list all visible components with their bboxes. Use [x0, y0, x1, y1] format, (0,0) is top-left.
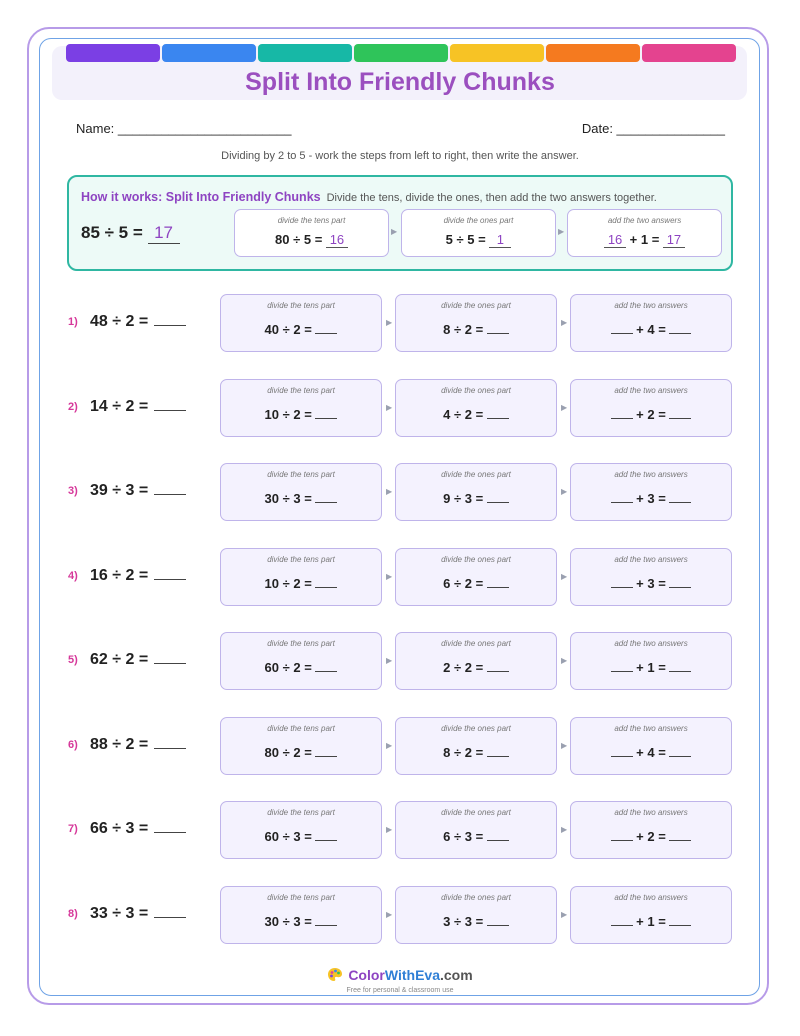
step-equation [571, 322, 731, 337]
step-expression: + 1 = [636, 660, 666, 675]
example-step-add [567, 209, 722, 257]
step-blank[interactable] [611, 924, 633, 926]
problem-number: 8) [68, 908, 78, 920]
answer-blank[interactable] [154, 409, 186, 411]
step-blank[interactable] [669, 755, 691, 757]
step-label: divide the tens part [267, 724, 335, 733]
arrow-icon: ▶ [386, 656, 393, 665]
step-label: add the two answers [614, 893, 688, 902]
problem-number: 5) [68, 654, 78, 666]
step-equation [571, 576, 731, 591]
step-equation [221, 322, 381, 337]
arrow-icon: ▶ [561, 403, 568, 412]
step-blank[interactable] [315, 839, 337, 841]
page-title: Split Into Friendly Chunks [245, 68, 555, 96]
step-add [570, 463, 732, 521]
step-equation [221, 576, 381, 591]
step-answer: 1 [489, 232, 511, 248]
rainbow-segment [66, 44, 160, 62]
step-blank[interactable] [669, 332, 691, 334]
step-add [570, 717, 732, 775]
problem-text [90, 905, 186, 923]
arrow-icon: ▶ [386, 487, 393, 496]
step-tens [220, 632, 382, 690]
step-equation [396, 322, 556, 337]
step-label: divide the tens part [277, 216, 346, 225]
instructions: Dividing by 2 to 5 - work the steps from left to right, then write the answer. [221, 150, 579, 162]
example-heading: How it works: Split Into Friendly Chunks [81, 190, 321, 204]
step-equation [396, 829, 556, 844]
name-field: Name: ________________________ [76, 121, 292, 136]
arrow-icon: ▶ [386, 741, 393, 750]
step-expression: + 1 = [629, 232, 660, 247]
step-expression: + 3 = [636, 491, 666, 506]
step-equation [571, 491, 731, 506]
step-blank[interactable] [669, 839, 691, 841]
step-equation [396, 576, 556, 591]
step-ones [395, 886, 557, 944]
step-blank[interactable] [487, 924, 509, 926]
step-label: divide the ones part [441, 893, 511, 902]
palette-icon [327, 967, 343, 986]
problem-text [90, 482, 186, 500]
step-tens [220, 379, 382, 437]
rainbow-segment [642, 44, 736, 62]
example-answer: 17 [148, 223, 180, 244]
example-problem-text: 85 ÷ 5 = [81, 223, 143, 242]
problem-expression: 88 ÷ 2 = [90, 736, 149, 753]
step-add [570, 294, 732, 352]
answer-blank[interactable] [154, 324, 186, 326]
brand-logo [0, 967, 800, 986]
step-equation [221, 914, 381, 929]
problem-expression: 33 ÷ 3 = [90, 905, 149, 922]
example-box [67, 175, 733, 271]
problem-number: 6) [68, 739, 78, 751]
step-blank[interactable] [611, 755, 633, 757]
step-blank[interactable] [315, 332, 337, 334]
step-equation [568, 232, 721, 248]
problem-text [90, 820, 186, 838]
step-label: add the two answers [614, 386, 688, 395]
step-equation [221, 407, 381, 422]
step-label: add the two answers [614, 808, 688, 817]
step-expression: + 4 = [636, 322, 666, 337]
step-expression: 30 ÷ 3 = [264, 491, 312, 506]
answer-blank[interactable] [154, 916, 186, 918]
step-label: add the two answers [614, 470, 688, 479]
step-blank[interactable] [669, 670, 691, 672]
step-ones [395, 717, 557, 775]
step-label: divide the ones part [441, 555, 511, 564]
arrow-icon: ▶ [561, 825, 568, 834]
step-expression: + 3 = [636, 576, 666, 591]
problem-number: 1) [68, 316, 78, 328]
step-expression: + 1 = [636, 914, 666, 929]
problem-number: 4) [68, 570, 78, 582]
step-expression: 2 ÷ 2 = [443, 660, 484, 675]
problem-number: 2) [68, 401, 78, 413]
step-blank[interactable] [611, 670, 633, 672]
example-step-tens [234, 209, 389, 257]
step-label: add the two answers [614, 301, 688, 310]
brand-part-1: Color [348, 967, 385, 984]
step-label: divide the tens part [267, 639, 335, 648]
problem-text [90, 651, 186, 669]
arrow-icon: ▶ [558, 227, 565, 236]
step-equation [571, 407, 731, 422]
arrow-icon: ▶ [561, 318, 568, 327]
step-expression: 4 ÷ 2 = [443, 407, 484, 422]
step-blank[interactable] [487, 417, 509, 419]
footer [0, 967, 800, 994]
step-ones [395, 632, 557, 690]
arrow-icon: ▶ [561, 656, 568, 665]
step-blank[interactable] [487, 670, 509, 672]
step-blank[interactable] [669, 586, 691, 588]
step-label: add the two answers [614, 555, 688, 564]
step-ones [395, 548, 557, 606]
step-blank[interactable] [669, 417, 691, 419]
step-equation [396, 491, 556, 506]
rainbow-segment [162, 44, 256, 62]
date-field: Date: _______________ [581, 121, 725, 136]
step-ones [395, 379, 557, 437]
step-equation [221, 660, 381, 675]
step-blank[interactable] [611, 586, 633, 588]
step-add [570, 801, 732, 859]
step-equation [235, 232, 388, 248]
step-label: divide the ones part [441, 386, 511, 395]
step-equation [221, 491, 381, 506]
step-label: divide the tens part [267, 470, 335, 479]
step-blank[interactable] [487, 332, 509, 334]
problem-text [90, 736, 186, 754]
step-equation [571, 745, 731, 760]
step-blank[interactable] [487, 586, 509, 588]
step-blank[interactable] [611, 839, 633, 841]
step-blank[interactable] [611, 417, 633, 419]
step-expression: 60 ÷ 2 = [264, 660, 312, 675]
problem-text [90, 313, 186, 331]
problem-number: 7) [68, 823, 78, 835]
arrow-icon: ▶ [386, 910, 393, 919]
step-equation [396, 660, 556, 675]
step-blank[interactable] [611, 501, 633, 503]
step-blank[interactable] [669, 924, 691, 926]
step-label: divide the ones part [441, 301, 511, 310]
step-blank[interactable] [487, 501, 509, 503]
step-add [570, 886, 732, 944]
step-fill: 16 [604, 232, 626, 248]
problem-expression: 39 ÷ 3 = [90, 482, 149, 499]
step-equation [571, 829, 731, 844]
problem-expression: 14 ÷ 2 = [90, 398, 149, 415]
step-blank[interactable] [315, 586, 337, 588]
arrow-icon: ▶ [386, 318, 393, 327]
example-description: Divide the tens, divide the ones, then add the two answers together. [326, 192, 657, 204]
step-expression: 10 ÷ 2 = [264, 407, 312, 422]
step-equation [396, 745, 556, 760]
step-expression: 80 ÷ 5 = [275, 232, 323, 247]
step-tens [220, 294, 382, 352]
step-tens [220, 801, 382, 859]
step-expression: 8 ÷ 2 = [443, 745, 484, 760]
step-add [570, 632, 732, 690]
step-expression: 60 ÷ 3 = [264, 829, 312, 844]
step-label: divide the ones part [443, 216, 514, 225]
step-expression: + 2 = [636, 407, 666, 422]
step-add [570, 379, 732, 437]
answer-blank[interactable] [154, 662, 186, 664]
step-answer: 16 [326, 232, 348, 248]
step-expression: + 4 = [636, 745, 666, 760]
step-blank[interactable] [315, 755, 337, 757]
step-expression: 6 ÷ 2 = [443, 576, 484, 591]
step-ones [395, 463, 557, 521]
step-label: divide the tens part [267, 808, 335, 817]
step-expression: 5 ÷ 5 = [445, 232, 486, 247]
arrow-icon: ▶ [386, 572, 393, 581]
step-blank[interactable] [315, 924, 337, 926]
problem-expression: 66 ÷ 3 = [90, 820, 149, 837]
rainbow-segment [354, 44, 448, 62]
step-expression: 6 ÷ 3 = [443, 829, 484, 844]
step-expression: 80 ÷ 2 = [264, 745, 312, 760]
arrow-icon: ▶ [391, 227, 398, 236]
problem-number: 3) [68, 485, 78, 497]
problem-text [90, 567, 186, 585]
step-expression: 3 ÷ 3 = [443, 914, 484, 929]
step-blank[interactable] [315, 670, 337, 672]
step-blank[interactable] [315, 501, 337, 503]
step-ones [395, 801, 557, 859]
step-answer: 17 [663, 232, 685, 248]
answer-blank[interactable] [154, 493, 186, 495]
step-tens [220, 717, 382, 775]
step-expression: 9 ÷ 3 = [443, 491, 484, 506]
problem-expression: 48 ÷ 2 = [90, 313, 149, 330]
step-expression: 30 ÷ 3 = [264, 914, 312, 929]
step-equation [571, 914, 731, 929]
arrow-icon: ▶ [386, 825, 393, 834]
step-add [570, 548, 732, 606]
arrow-icon: ▶ [561, 741, 568, 750]
rainbow-segment [546, 44, 640, 62]
step-tens [220, 548, 382, 606]
example-step-ones [401, 209, 556, 257]
arrow-icon: ▶ [561, 487, 568, 496]
rainbow-bar [66, 44, 736, 62]
brand-part-2: WithEva [384, 967, 440, 984]
step-tens [220, 886, 382, 944]
answer-blank[interactable] [154, 578, 186, 580]
step-blank[interactable] [669, 501, 691, 503]
arrow-icon: ▶ [386, 403, 393, 412]
answer-blank[interactable] [154, 831, 186, 833]
brand-part-3: .com [439, 967, 473, 984]
step-equation [396, 407, 556, 422]
step-expression: + 2 = [636, 829, 666, 844]
step-expression: 8 ÷ 2 = [443, 322, 484, 337]
step-ones [395, 294, 557, 352]
step-label: divide the ones part [441, 808, 511, 817]
step-label: divide the ones part [441, 724, 511, 733]
step-label: divide the tens part [267, 386, 335, 395]
step-blank[interactable] [611, 332, 633, 334]
problem-text [90, 398, 186, 416]
step-expression: 10 ÷ 2 = [264, 576, 312, 591]
rainbow-segment [258, 44, 352, 62]
problem-expression: 16 ÷ 2 = [90, 567, 149, 584]
problem-expression: 62 ÷ 2 = [90, 651, 149, 668]
rainbow-segment [450, 44, 544, 62]
step-label: divide the tens part [267, 893, 335, 902]
arrow-icon: ▶ [561, 572, 568, 581]
step-expression: 40 ÷ 2 = [264, 322, 312, 337]
step-label: divide the tens part [267, 555, 335, 564]
step-equation [396, 914, 556, 929]
example-heading-row [81, 190, 657, 204]
step-equation [221, 745, 381, 760]
footer-tagline: Free for personal & classroom use [346, 987, 454, 994]
step-label: add the two answers [614, 724, 688, 733]
step-label: add the two answers [614, 639, 688, 648]
step-equation [221, 829, 381, 844]
step-blank[interactable] [487, 755, 509, 757]
step-equation [571, 660, 731, 675]
step-blank[interactable] [315, 417, 337, 419]
step-tens [220, 463, 382, 521]
step-label: divide the tens part [267, 301, 335, 310]
step-label: divide the ones part [441, 639, 511, 648]
step-label: add the two answers [607, 216, 682, 225]
example-problem [81, 223, 180, 244]
answer-blank[interactable] [154, 747, 186, 749]
step-blank[interactable] [487, 839, 509, 841]
step-label: divide the ones part [441, 470, 511, 479]
arrow-icon: ▶ [561, 910, 568, 919]
step-equation [402, 232, 555, 248]
